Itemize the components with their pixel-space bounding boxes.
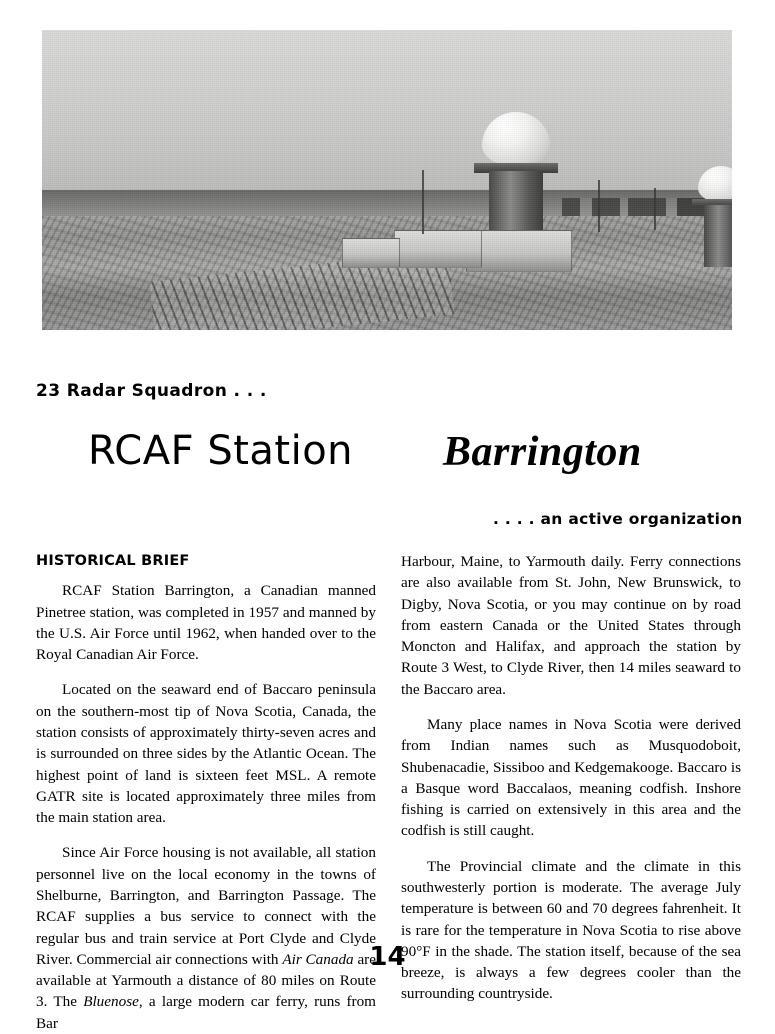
left-p3-part3: , a large modern car ferry, runs from Bar (36, 993, 376, 1032)
left-paragraph-3 (36, 842, 376, 1034)
page-number: 14 (369, 942, 406, 972)
photo-film-grain (42, 30, 732, 330)
left-p3-part2: are available at Yarmouth a distance of 80 miles on Route 3. The (36, 950, 376, 1011)
left-paragraph-1: RCAF Station Barrington, a Canadian manned Pinetree station, was completed in 1957 and manned by the U.S. Air Force until 1962, when handed over to the Royal Canadian Air Force. (36, 582, 376, 664)
page-title-left: RCAF Station (88, 428, 354, 474)
photo-scene (42, 30, 732, 330)
right-paragraph-2: Many place names in Nova Scotia were derived from Indian names such as Musquodoboit, Shubenacadie, Sissiboo and Kedgemakooge. Baccaro is a Basque word Baccalaos, meaning codfish. Inshore fishing is carried on extensively in this area and the codfish is still caught. (401, 715, 741, 840)
left-p3-part1: Since Air Force housing is not available, all station personnel live on the local economy in the towns of Shelburne, Barrington, and Barrington Passage. The RCAF supplies a bus service to connect with the regular bus and train service at Port Clyde and Clyde River. Commercial air connections with (36, 844, 376, 968)
section-heading-historical-brief: HISTORICAL BRIEF (36, 553, 190, 569)
right-text-column (401, 551, 741, 1005)
squadron-line: 23 Radar Squadron . . . (36, 381, 267, 401)
right-paragraph-3: The Provincial climate and the climate in this southwesterly portion is moderate. The average July temperature is between 60 and 70 degrees fahrenheit. It is rare for the temperature in Nova Scotia to rise above 90°F in the shade. The station itself, because of the sea breeze, is always a few degrees cooler than the surrounding countryside. (401, 857, 741, 1003)
left-p3-italic-bluenose: Bluenose (83, 993, 139, 1011)
right-paragraph-1: Harbour, Maine, to Yarmouth daily. Ferry connections are also available from St. John, New Brunswick, to Digby, Nova Scotia, or you may continue on by road from eastern Canada or the United States through Moncton and Halifax, and approach the station by Route 3 West, to Clyde River, then 14 miles seaward to the Baccaro area. (401, 553, 741, 698)
page-title-right: Barrington (443, 429, 642, 475)
left-p3-italic-air-canada: Air Canada (282, 950, 354, 968)
page-tagline: . . . . an active organization (493, 510, 743, 528)
station-photograph (42, 30, 732, 330)
left-paragraph-2: Located on the seaward end of Baccaro peninsula on the southern-most tip of Nova Scotia, Canada, the station consists of approximately thirty-seven acres and is surrounded on three sides by the Atlantic Ocean. The highest point of land is sixteen feet MSL. A remote GATR site is located approximately three miles from the main station area. (36, 681, 376, 827)
